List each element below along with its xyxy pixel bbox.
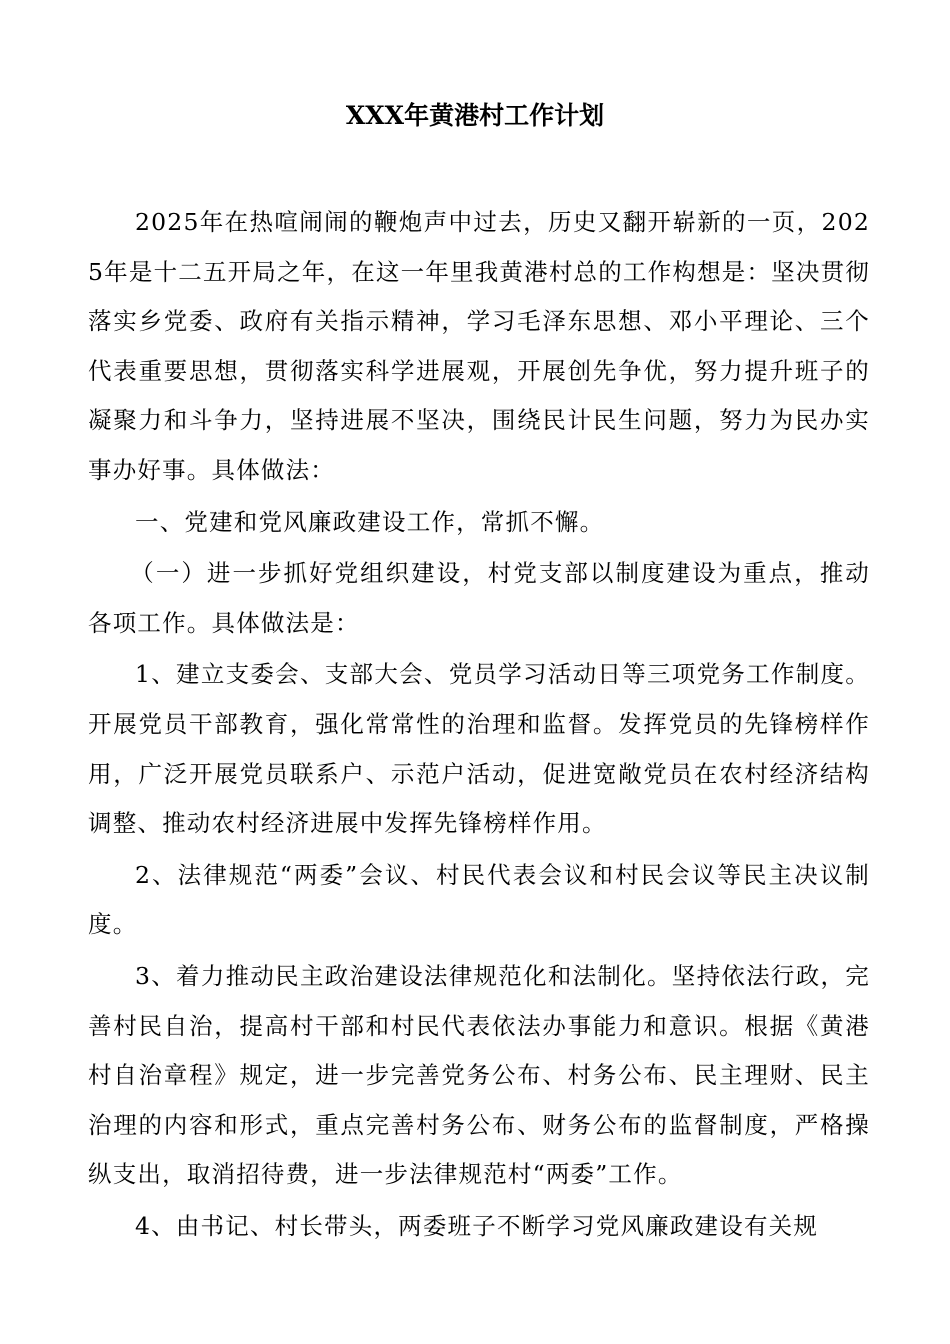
section-heading-1: 一、党建和党风廉政建设工作，常抓不懈。 [135, 507, 605, 536]
document-body [88, 198, 870, 1251]
paragraph-intro: 2025年在热喧闹闹的鞭炮声中过去，历史又翻开崭新的一页，2025年是十二五开局之年，在这一年里我黄港村总的工作构想是：坚决贯彻落实乡党委、政府有关指示精神，学习毛泽东思想、邓小平理论、三个代表重要思想，贯彻落实科学进展观，开展创先争优，努力提升班子的凝聚力和斗争力，坚持进展不坚决，围绕民计民生问题，努力为民办实事办好事。具体做法： [88, 208, 870, 484]
paragraph-item-2: 2、法律规范“两委”会议、村民代表会议和村民会议等民主决议制度。 [88, 860, 870, 939]
paragraph-item-4: 4、由书记、村长带头，两委班子不断学习党风廉政建设有关规 [135, 1211, 819, 1240]
document-title: XXX年黄港村工作计划 [345, 101, 605, 130]
paragraph-item-1: 1、建立支委会、支部大会、党员学习活动日等三项党务工作制度。开展党员干部教育，强化常常性的治理和监督。发挥党员的先锋榜样作用，广泛开展党员联系户、示范户活动，促进宽敞党员在农村经济结构调整、推动农村经济进展中发挥先锋榜样作用。 [88, 660, 870, 838]
subsection-heading-1: （一）进一步抓好党组织建设，村党支部以制度建设为重点，推动各项工作。具体做法是： [88, 559, 870, 637]
paragraph-item-3: 3、着力推动民主政治建设法律规范化和法制化。坚持依法行政，完善村民自治，提高村干部和村民代表依法办事能力和意识。根据《黄港村自治章程》规定，进一步完善党务公布、村务公布、民主理财、民主治理的内容和形式，重点完善村务公布、财务公布的监督制度，严格操纵支出，取消招待费，进一步法律规范村“两委”工作。 [88, 961, 870, 1189]
